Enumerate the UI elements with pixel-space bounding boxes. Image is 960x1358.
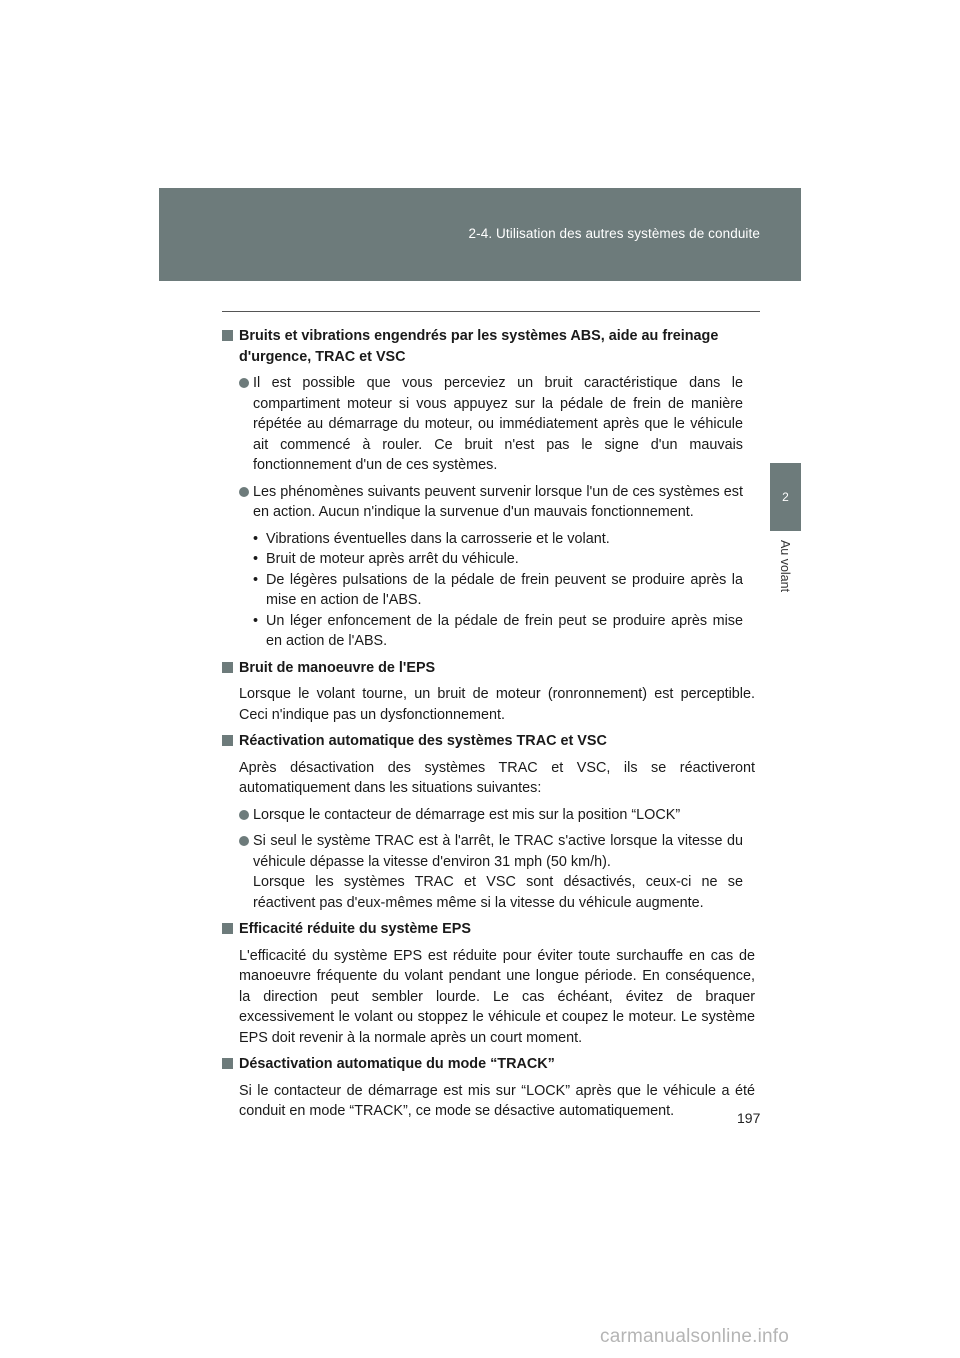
dot-marker-icon: • [253,551,259,567]
sub-item [222,529,755,550]
chapter-tab [770,463,801,531]
square-bullet-icon [222,330,233,341]
square-bullet-icon [222,662,233,673]
sub-item [222,549,755,570]
sub-item-text: Vibrations éventuelles dans la carrosserie et le volant. [266,530,610,547]
chapter-label: Au volant [778,539,792,593]
sub-item-text: De légères pulsations de la pédale de frein peuvent se produire après la mise en action de l'ABS. [266,571,743,608]
sub-item-text: Un léger enfoncement de la pédale de frein peut se produire après mise en action de l'ABS. [266,612,743,649]
bullet-text: Si seul le système TRAC est à l'arrêt, le TRAC s'active lorsque la vitesse du véhicule dépasse la vitesse d'environ 31 mph (50 km/h). [253,833,743,870]
sub-item [222,611,755,652]
sub-list [222,529,755,652]
section-title [222,326,755,367]
dot-marker-icon: • [253,530,259,547]
section-title-text: Efficacité réduite du système EPS [239,921,471,937]
section-eps-efficiency [222,919,755,1048]
square-bullet-icon [222,735,233,746]
bullet-item [222,373,755,476]
section-title-text: Bruit de manoeuvre de l'EPS [239,659,436,676]
bullet-note: Lorsque les systèmes TRAC et VSC sont désactivés, ceux-ci ne se réactivent pas d'eux-mêmes même si la vitesse du véhicule augmente. [253,874,743,911]
section-eps-noise [222,658,755,726]
section-title-text: Bruits et vibrations engendrés par les systèmes ABS, aide au freinage d'urgence, TRAC et VSC [239,328,719,365]
bullet-item [222,831,755,913]
section-title-text: Désactivation automatique du mode “TRACK” [239,1056,555,1072]
header-band [159,188,801,281]
section-header-title: 2-4. Utilisation des autres systèmes de conduite [468,226,760,241]
watermark: carmanualsonline.info [600,1326,790,1347]
bullet-item [222,805,755,826]
section-paragraph: L'efficacité du système EPS est réduite pour éviter toute surchauffe en cas de manoeuvre fréquente du volant pendant une longue période. En conséquence, la direction peut sembler lourde. Le cas échéant, évitez de braquer excessivement le volant ou stoppez le véhicule et coupez le moteur. Le système EPS doit revenir à la normale après un court moment. [239,947,755,1046]
bullet-text: Il est possible que vous perceviez un bruit caractéristique dans le compartiment moteur si vous appuyez sur la pédale de frein de manière répétée au démarrage du moteur, ou immédiatement après que le véhicule ait commencé à rouler. Ce bruit n'est pas le signe d'un mauvais fonctionnement d'un de ces systèmes. [253,375,743,473]
dot-marker-icon: • [253,571,259,588]
square-bullet-icon [222,1058,233,1069]
section-title-text: Réactivation automatique des systèmes TRAC et VSC [239,733,607,749]
sub-item-text: Bruit de moteur après arrêt du véhicule. [266,551,519,567]
bullet-text: Les phénomènes suivants peuvent survenir lorsque l'un de ces systèmes est en action. Aucun n'indique la survenue d'un mauvais fonctionnement. [253,483,743,520]
section-title [222,731,755,752]
section-trac-vsc-reactivation [222,731,755,913]
sub-item [222,570,755,611]
round-bullet-icon [239,378,249,388]
page-number: 197 [737,1110,761,1126]
bullet-item [222,482,755,523]
top-rule [222,311,760,312]
page-content [222,326,755,1128]
round-bullet-icon [239,836,249,846]
section-title [222,919,755,940]
section-track-mode [222,1054,755,1122]
section-paragraph: Après désactivation des systèmes TRAC et VSC, ils se réactiveront automatiquement dans les situations suivantes: [239,759,755,796]
dot-marker-icon: • [253,612,259,629]
square-bullet-icon [222,923,233,934]
section-abs-noise [222,326,755,652]
section-title [222,1054,755,1075]
round-bullet-icon [239,810,249,820]
bullet-text: Lorsque le contacteur de démarrage est mis sur la position “LOCK” [253,806,681,823]
section-paragraph: Si le contacteur de démarrage est mis sur “LOCK” après que le véhicule a été conduit en mode “TRACK”, ce mode se désactive automatiquement. [239,1082,755,1119]
chapter-number: 2 [782,490,789,504]
round-bullet-icon [239,487,249,497]
section-paragraph: Lorsque le volant tourne, un bruit de moteur (ronronnement) est perceptible. Ceci n'indique pas un dysfonctionnement. [239,686,755,723]
section-title [222,658,755,679]
